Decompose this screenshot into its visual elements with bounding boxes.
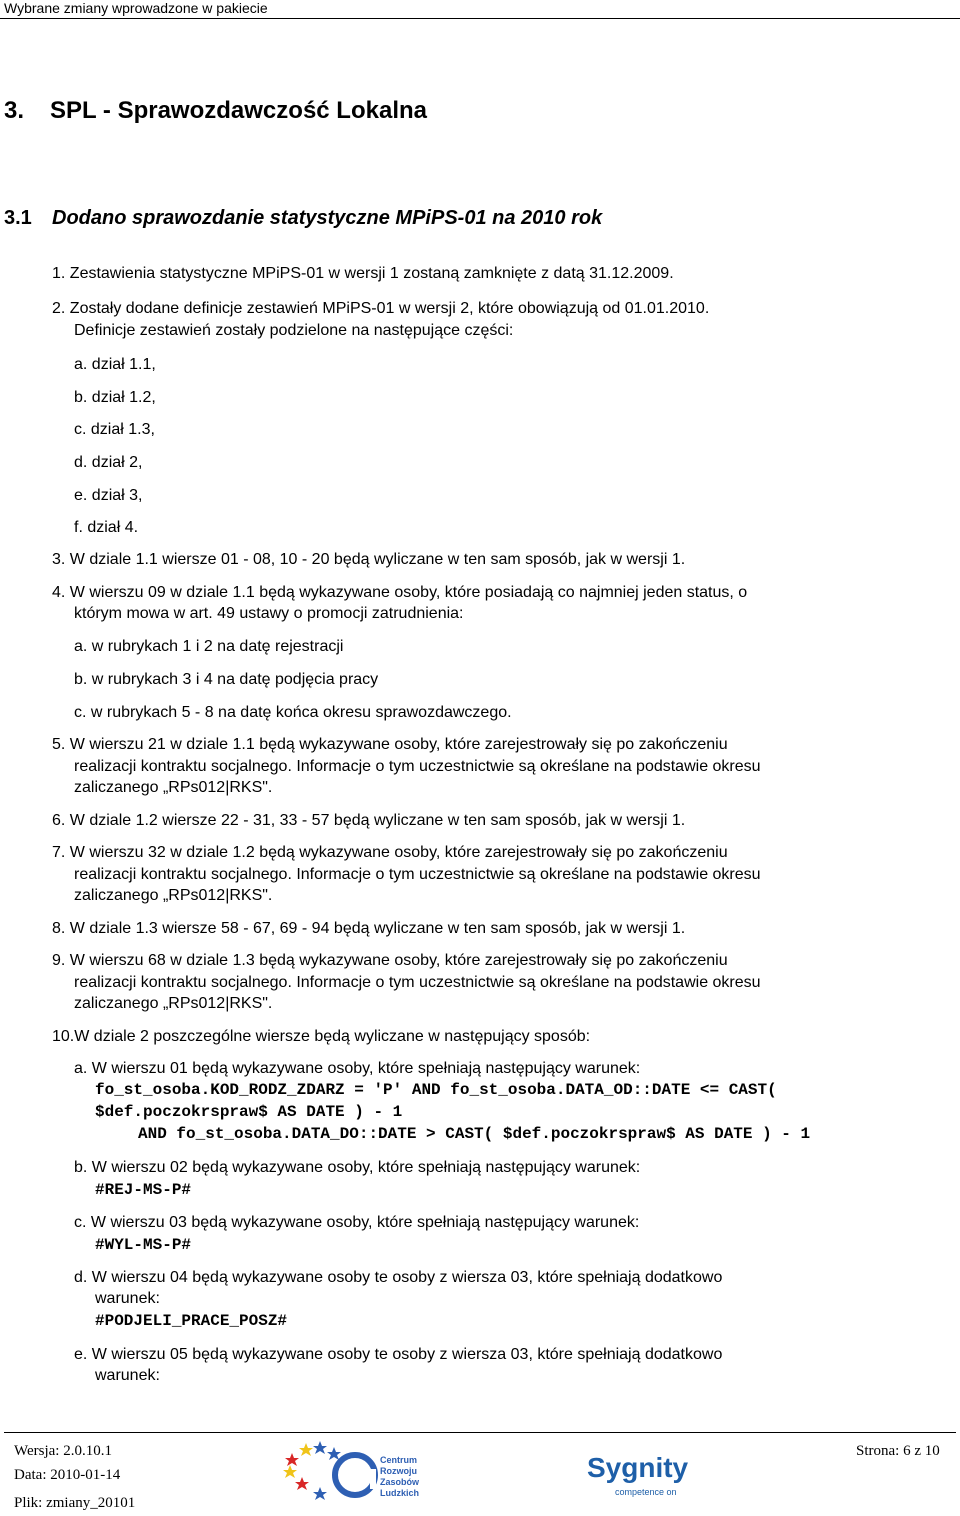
sub-list-item: c. dział 1.3, [74,421,155,438]
list-item-continuation: zaliczanego „RPs012|RKS". [74,887,273,904]
svg-text:Zasobów: Zasobów [380,1477,420,1487]
subsection-number: 3.1 [4,207,32,229]
page-header [0,0,960,19]
sub-list-item: a. dział 1.1, [74,356,156,373]
footer-date: Data: 2010-01-14 [14,1467,121,1483]
list-item: 3. W dziale 1.1 wiersze 01 - 08, 10 - 20 będą wyliczane w ten sam sposób, jak w wersji 1. [52,551,686,568]
list-item-continuation: warunek: [95,1290,160,1307]
sub-list-item: a. w rubrykach 1 i 2 na datę rejestracji [74,638,344,655]
list-item: 4. W wierszu 09 w dziale 1.1 będą wykazywane osoby, które posiadają co najmniej jeden status, o [52,584,748,601]
sub-list-item: c. w rubrykach 5 - 8 na datę końca okresu sprawozdawczego. [74,704,512,721]
crzl-logo [282,1439,432,1503]
sub-list-item: a. W wierszu 01 będą wykazywane osoby, które spełniają następujący warunek: [74,1060,641,1077]
list-item-continuation: Definicje zestawień zostały podzielone na następujące części: [74,322,514,339]
code-line: $def.poczokrspraw$ AS DATE ) - 1 [95,1103,403,1121]
list-item: 7. W wierszu 32 w dziale 1.2 będą wykazywane osoby, które zarejestrowały się po zakończeniu [52,844,728,861]
sub-list-item: e. dział 3, [74,487,143,504]
section-heading [4,97,427,125]
footer-page-number: Strona: 6 z 10 [856,1443,940,1459]
list-item: 2. Zostały dodane definicje zestawień MPiPS-01 w wersji 2, które obowiązują od 01.01.2010. [52,300,710,317]
sygnity-logo-graphic [585,1445,695,1500]
list-item-continuation: zaliczanego „RPs012|RKS". [74,995,273,1012]
footer-file: Plik: zmiany_20101 [14,1495,136,1511]
footer-divider [4,1432,956,1433]
sub-list-item: b. dział 1.2, [74,389,156,406]
code-line: AND fo_st_osoba.DATA_DO::DATE > CAST( $def.poczokrspraw$ AS DATE ) - 1 [138,1125,811,1143]
list-item-continuation: realizacji kontraktu socjalnego. Informacje o tym uczestnictwie są określane na podstawie okresu [74,866,761,883]
code-line: #PODJELI_PRACE_POSZ# [95,1312,288,1330]
code-line: fo_st_osoba.KOD_RODZ_ZDARZ = 'P' AND fo_st_osoba.DATA_OD::DATE <= CAST( [95,1081,777,1099]
sygnity-logo [585,1445,695,1500]
list-item-continuation: zaliczanego „RPs012|RKS". [74,779,273,796]
subsection-title: Dodano sprawozdanie statystyczne MPiPS-01 na 2010 rok [52,207,603,229]
svg-text:Ludzkich: Ludzkich [380,1488,420,1498]
sub-list-item: b. W wierszu 02 będą wykazywane osoby, które spełniają następujący warunek: [74,1159,641,1176]
svg-text:competence on: competence on [615,1487,677,1497]
sub-list-item: f. dział 4. [74,519,139,536]
header-title: Wybrane zmiany wprowadzone w pakiecie [4,0,268,16]
sub-list-item: b. w rubrykach 3 i 4 na datę podjęcia pracy [74,671,379,688]
sub-list-item: c. W wierszu 03 będą wykazywane osoby, które spełniają następujący warunek: [74,1214,640,1231]
list-item-continuation: realizacji kontraktu socjalnego. Informacje o tym uczestnictwie są określane na podstawie okresu [74,758,761,775]
svg-text:Rozwoju: Rozwoju [380,1466,417,1476]
svg-text:Sygnity: Sygnity [587,1452,689,1483]
list-item: 5. W wierszu 21 w dziale 1.1 będą wykazywane osoby, które zarejestrowały się po zakończeniu [52,736,728,753]
sub-list-item: d. dział 2, [74,454,143,471]
section-number: 3. [4,97,25,124]
code-line: #WYL-MS-P# [95,1236,192,1254]
list-item: 8. W dziale 1.3 wiersze 58 - 67, 69 - 94 będą wyliczane w ten sam sposób, jak w wersji 1. [52,920,686,937]
subsection-heading [4,207,602,230]
list-item-continuation: warunek: [95,1367,160,1384]
list-item: 6. W dziale 1.2 wiersze 22 - 31, 33 - 57 będą wyliczane w ten sam sposób, jak w wersji 1. [52,812,686,829]
crzl-logo-graphic [282,1439,432,1503]
list-item-continuation: realizacji kontraktu socjalnego. Informacje o tym uczestnictwie są określane na podstawie okresu [74,974,761,991]
sub-list-item: e. W wierszu 05 będą wykazywane osoby te osoby z wiersza 03, które spełniają dodatkowo [74,1346,723,1363]
section-title: SPL - Sprawozdawczość Lokalna [50,97,427,124]
list-item: 10.W dziale 2 poszczególne wiersze będą wyliczane w następujący sposób: [52,1028,591,1045]
list-item-continuation: którym mowa w art. 49 ustawy o promocji zatrudnienia: [74,605,464,622]
code-line: #REJ-MS-P# [95,1181,192,1199]
list-item: 9. W wierszu 68 w dziale 1.3 będą wykazywane osoby, które zarejestrowały się po zakończeniu [52,952,728,969]
footer-version: Wersja: 2.0.10.1 [14,1443,112,1459]
sub-list-item: d. W wierszu 04 będą wykazywane osoby te osoby z wiersza 03, które spełniają dodatkowo [74,1269,723,1286]
svg-text:Centrum: Centrum [380,1455,418,1465]
list-item: 1. Zestawienia statystyczne MPiPS-01 w wersji 1 zostaną zamknięte z datą 31.12.2009. [52,265,674,282]
